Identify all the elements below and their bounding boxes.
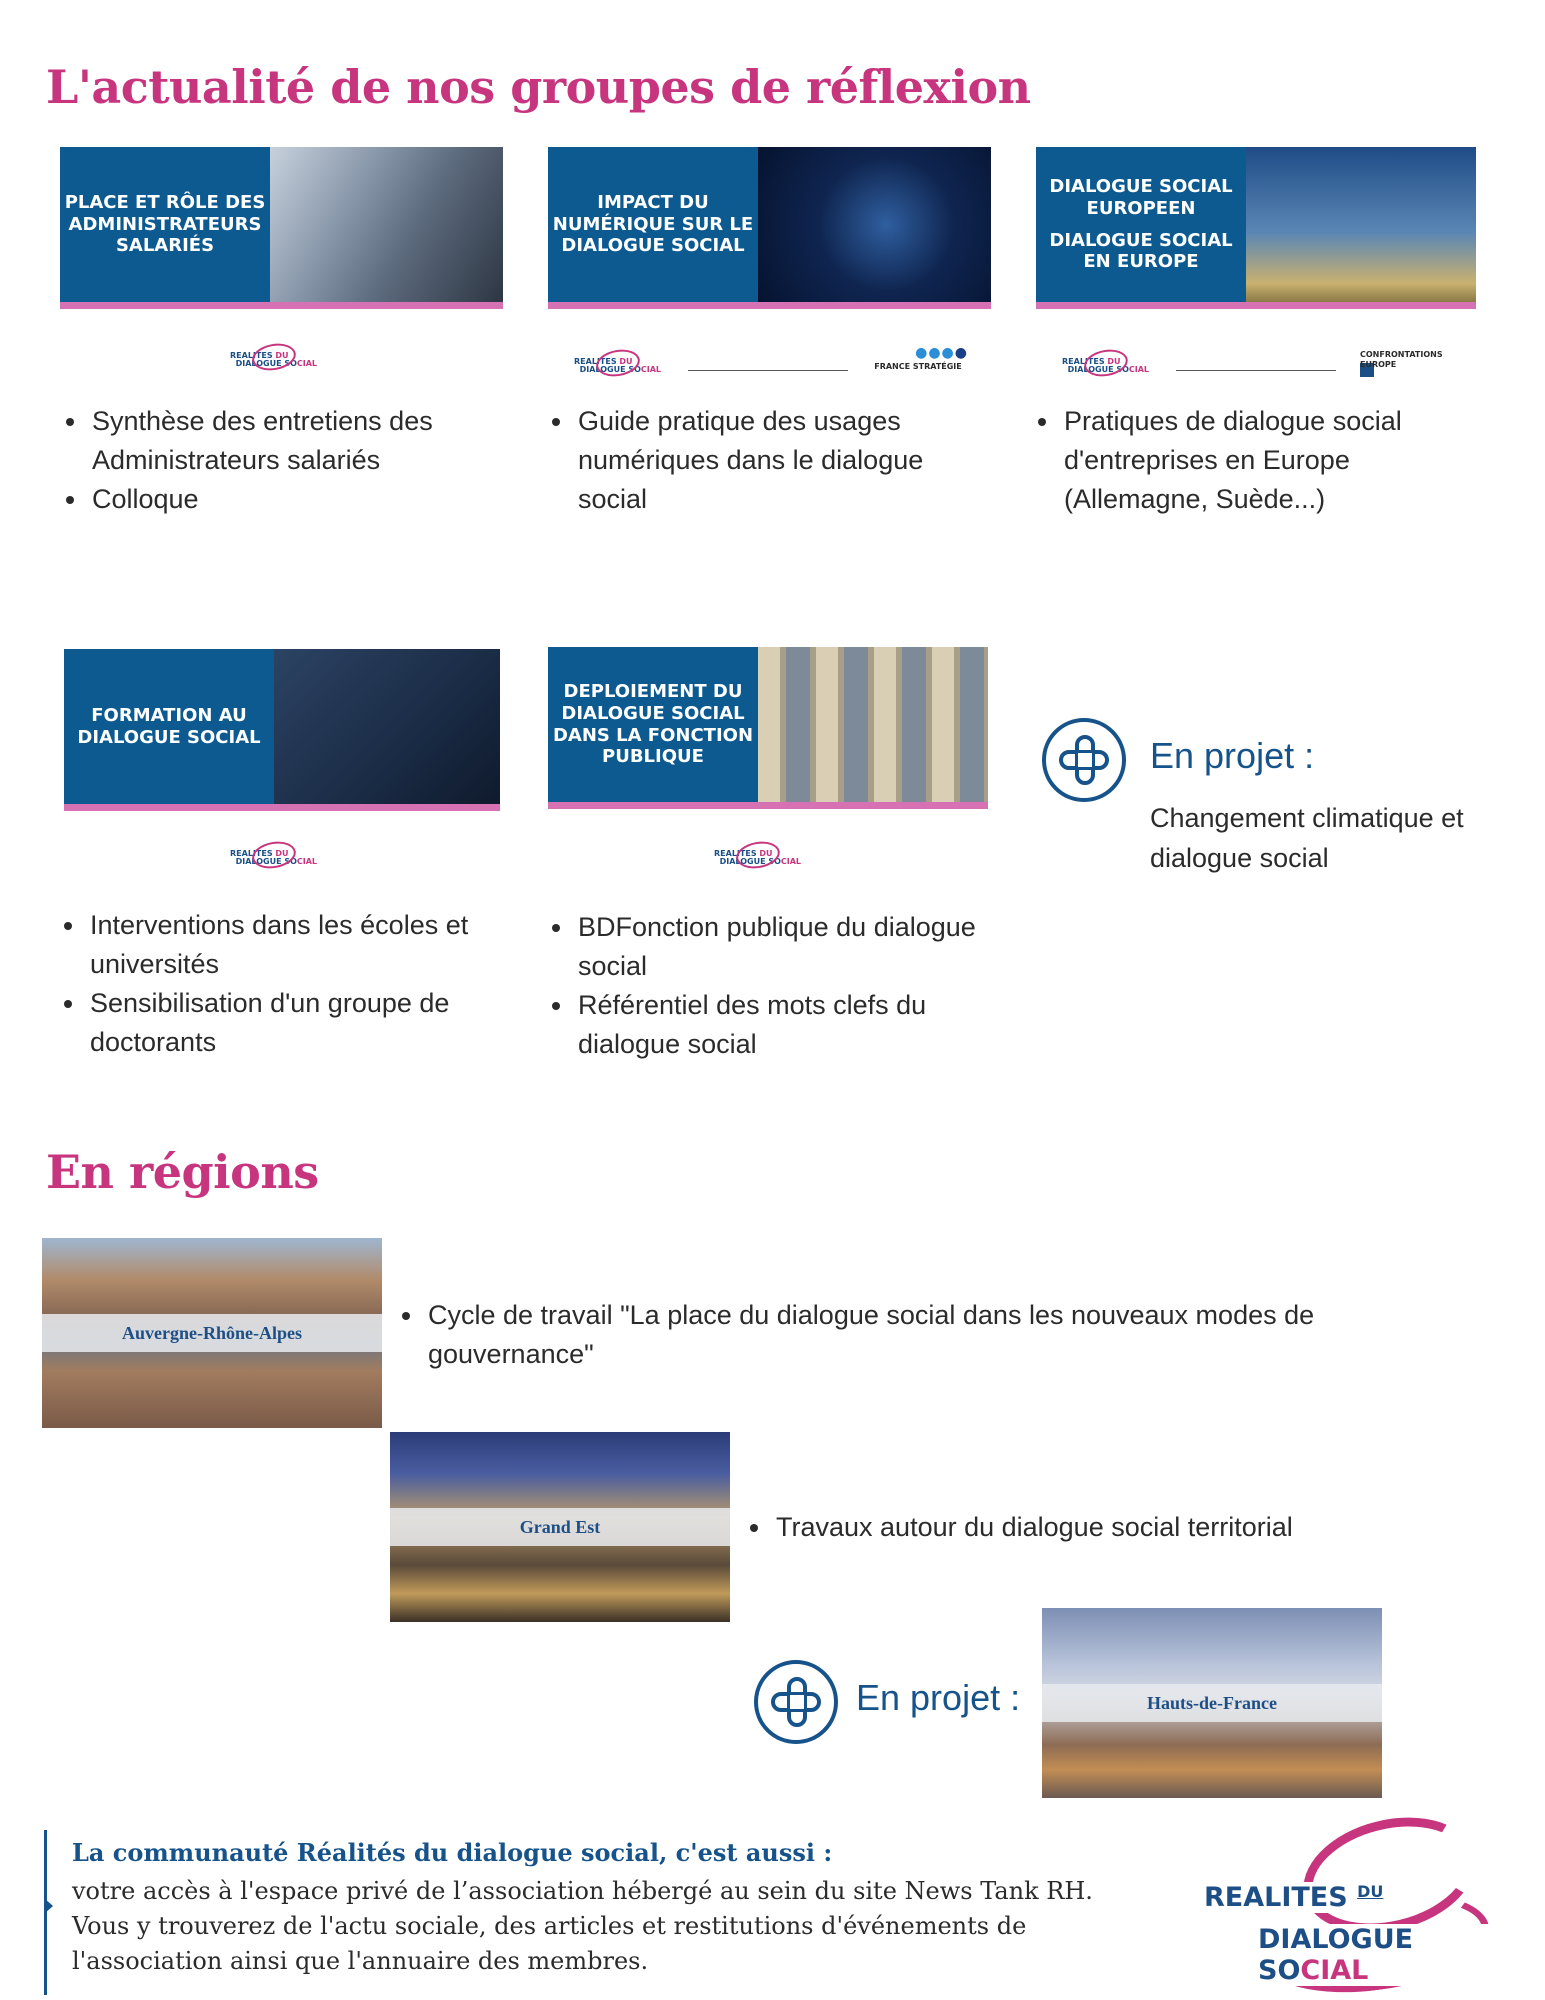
list-item: Travaux autour du dialogue social territorial [746, 1508, 1506, 1547]
region-name: Auvergne-Rhône-Alpes [42, 1314, 382, 1352]
group-banner-fonction-publique[interactable] [548, 647, 988, 809]
group-banner-formation[interactable] [64, 649, 500, 811]
banner-title: PLACE ET RÔLE DES ADMINISTRATEURS SALARIÉS [64, 191, 266, 257]
flags-photo [1246, 147, 1476, 302]
footer-arrow-icon [44, 1898, 53, 1914]
logo-separator [688, 370, 848, 371]
digital-hand-photo [758, 147, 991, 302]
group-bullets-europe [1034, 402, 1474, 519]
banner-title: DEPLOIEMENT DU DIALOGUE SOCIAL DANS LA FONCTION PUBLIQUE [552, 680, 754, 768]
logo-line2: DIALOGUE SOCIAL [1256, 1924, 1510, 1986]
rds-logo: REALITES DU DIALOGUE SOCIAL [230, 850, 317, 867]
rds-logo: REALITES DU DIALOGUE SOCIAL [1062, 358, 1149, 375]
logo-separator [1176, 370, 1336, 371]
list-item: Pratiques de dialogue social d'entreprises en Europe (Allemagne, Suède...) [1034, 402, 1474, 519]
group-banner-numerique[interactable] [548, 147, 991, 309]
region-bullets-grand-est [746, 1508, 1506, 1547]
plus-circle-icon [754, 1660, 838, 1744]
region-name: Hauts-de-France [1042, 1684, 1382, 1722]
list-item: Colloque [62, 480, 502, 519]
rds-logo: REALITES DU DIALOGUE SOCIAL [230, 352, 317, 369]
footer-title: La communauté Réalités du dialogue social, c'est aussi : [72, 1838, 833, 1867]
group-bullets-numerique [548, 402, 988, 519]
banner-title: IMPACT DU NUMÉRIQUE SUR LE DIALOGUE SOCIAL [552, 191, 754, 257]
region-name: Grand Est [390, 1508, 730, 1546]
plus-circle-icon [1042, 718, 1126, 802]
group-banner-europe[interactable] [1036, 147, 1476, 309]
region-image-hauts-de-france[interactable] [1042, 1608, 1382, 1798]
projet-label: En projet : [1150, 735, 1315, 776]
region-bullets-auvergne [398, 1296, 1398, 1374]
banner-title-line2: DIALOGUE SOCIAL EN EUROPE [1049, 229, 1233, 273]
group-bullets-formation [60, 906, 510, 1062]
group-bullets-fonction-publique [548, 908, 988, 1064]
list-item: Guide pratique des usages numériques dans le dialogue social [548, 402, 988, 519]
projet-text: Changement climatique et dialogue social [1150, 803, 1464, 873]
list-item: Synthèse des entretiens des Administrateurs salariés [62, 402, 502, 480]
facade-flags-photo [758, 647, 988, 802]
section-title-regions: En régions [46, 1145, 319, 1199]
rds-logo: REALITES DU DIALOGUE SOCIAL [714, 850, 801, 867]
meeting-photo [270, 147, 503, 302]
banner-title: FORMATION AU DIALOGUE SOCIAL [77, 704, 261, 748]
list-item: BDFonction publique du dialogue social [548, 908, 988, 986]
graduation-cap-photo [274, 649, 500, 804]
region-image-auvergne[interactable] [42, 1238, 382, 1428]
group-banner-administrateurs[interactable] [60, 147, 503, 309]
france-strategie-logo: ●●●● FRANCE STRATÉGIE [874, 345, 968, 371]
list-item: Sensibilisation d'un groupe de doctorants [60, 984, 510, 1062]
footer-body: votre accès à l'espace privé de l’association hébergé au sein du site News Tank RH. Vous y trouverez de l'actu sociale, des articles et restitutions d'événements de l'association ainsi que l'annuaire des membres. [72, 1877, 1093, 1975]
list-item: Référentiel des mots clefs du dialogue social [548, 986, 988, 1064]
group-bullets-administrateurs [62, 402, 502, 519]
confrontations-europe-logo: CONFRONTATIONS EUROPE [1360, 350, 1450, 377]
rds-main-logo [1190, 1820, 1510, 1990]
section-title-groups: L'actualité de nos groupes de réflexion [46, 60, 1031, 114]
projet-label-regions: En projet : [856, 1677, 1021, 1718]
logo-line1: REALITES $^{DU}$ [1200, 1882, 1387, 1913]
list-item: Interventions dans les écoles et universités [60, 906, 510, 984]
rds-logo: REALITES DU DIALOGUE SOCIAL [574, 358, 661, 375]
banner-title-line1: DIALOGUE SOCIAL EUROPEEN [1049, 175, 1233, 219]
banner-title [1036, 147, 1246, 302]
list-item: Cycle de travail "La place du dialogue social dans les nouveaux modes de gouvernance" [398, 1296, 1398, 1374]
region-image-grand-est[interactable] [390, 1432, 730, 1622]
